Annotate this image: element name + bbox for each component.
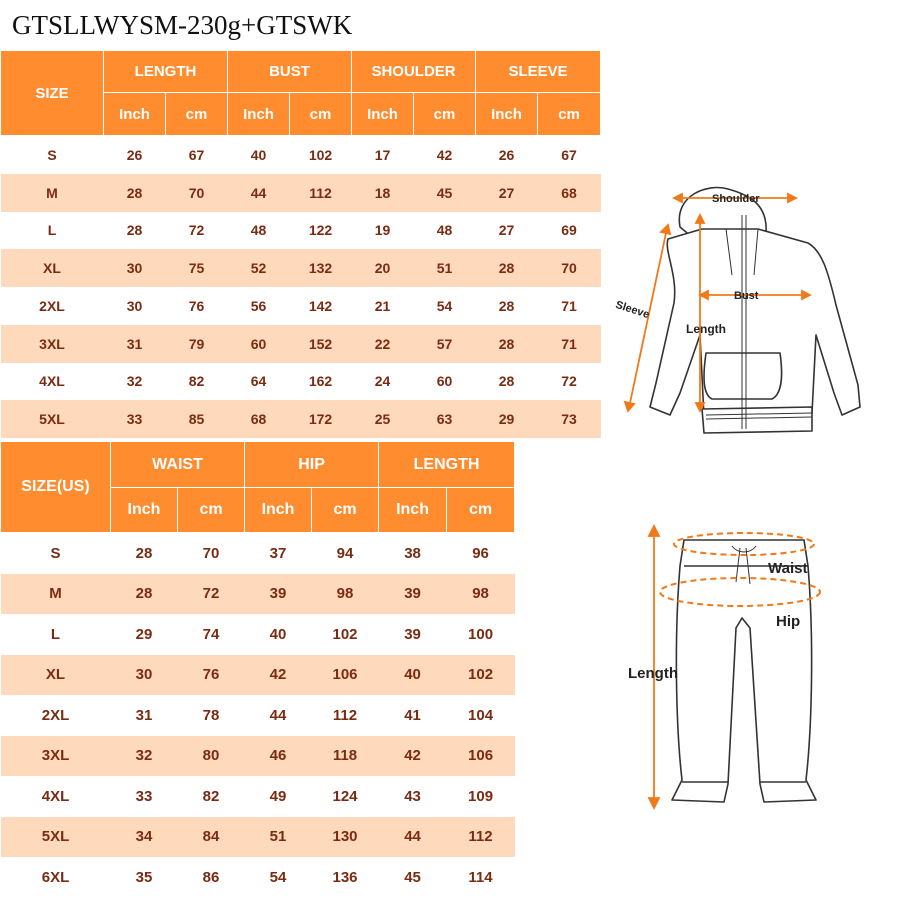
- value-cell: 84: [178, 817, 245, 858]
- value-cell: 70: [538, 249, 601, 287]
- value-cell: 30: [104, 287, 166, 325]
- value-cell: 124: [312, 776, 379, 817]
- value-cell: 51: [414, 249, 476, 287]
- value-cell: 28: [111, 533, 178, 574]
- value-cell: 28: [104, 174, 166, 212]
- value-cell: 29: [111, 614, 178, 655]
- size-cell: XL: [1, 249, 104, 287]
- value-cell: 114: [447, 857, 515, 898]
- value-cell: 142: [290, 287, 352, 325]
- sleeve-label: Sleeve: [613, 298, 651, 322]
- size-header: SIZE: [1, 51, 104, 136]
- table-row: [1, 400, 601, 438]
- value-cell: 71: [538, 287, 601, 325]
- unit-header: Inch: [352, 93, 414, 136]
- value-cell: 28: [476, 325, 538, 363]
- value-cell: 30: [104, 249, 166, 287]
- size-cell: 5XL: [1, 400, 104, 438]
- value-cell: 72: [166, 212, 228, 250]
- unit-header: Inch: [245, 488, 312, 533]
- value-cell: 27: [476, 174, 538, 212]
- table-row: [1, 363, 601, 401]
- table-row: [1, 695, 515, 736]
- shoulder-label: Shoulder: [712, 193, 760, 205]
- size-cell: XL: [1, 655, 111, 696]
- value-cell: 75: [166, 249, 228, 287]
- value-cell: 106: [312, 655, 379, 696]
- table-row: [1, 533, 515, 574]
- group-header: BUST: [228, 51, 352, 93]
- value-cell: 109: [447, 776, 515, 817]
- table-row: [1, 249, 601, 287]
- value-cell: 106: [447, 736, 515, 777]
- value-cell: 40: [228, 136, 290, 174]
- value-cell: 49: [245, 776, 312, 817]
- value-cell: 132: [290, 249, 352, 287]
- size-cell: 4XL: [1, 363, 104, 401]
- unit-header: cm: [538, 93, 601, 136]
- bottom-size-table: [0, 441, 515, 898]
- value-cell: 21: [352, 287, 414, 325]
- value-cell: 130: [312, 817, 379, 858]
- value-cell: 37: [245, 533, 312, 574]
- value-cell: 68: [228, 400, 290, 438]
- value-cell: 28: [476, 287, 538, 325]
- value-cell: 35: [111, 857, 178, 898]
- unit-header: cm: [312, 488, 379, 533]
- value-cell: 31: [111, 695, 178, 736]
- value-cell: 42: [245, 655, 312, 696]
- size-cell: L: [1, 212, 104, 250]
- value-cell: 30: [111, 655, 178, 696]
- table-row: [1, 287, 601, 325]
- value-cell: 118: [312, 736, 379, 777]
- value-cell: 54: [414, 287, 476, 325]
- value-cell: 17: [352, 136, 414, 174]
- value-cell: 38: [379, 533, 447, 574]
- size-cell: 5XL: [1, 817, 111, 858]
- value-cell: 78: [178, 695, 245, 736]
- value-cell: 44: [228, 174, 290, 212]
- size-cell: 3XL: [1, 736, 111, 777]
- table-row: [1, 136, 601, 174]
- value-cell: 40: [379, 655, 447, 696]
- value-cell: 51: [245, 817, 312, 858]
- value-cell: 28: [476, 363, 538, 401]
- value-cell: 80: [178, 736, 245, 777]
- value-cell: 33: [111, 776, 178, 817]
- group-header: LENGTH: [104, 51, 228, 93]
- value-cell: 63: [414, 400, 476, 438]
- value-cell: 94: [312, 533, 379, 574]
- value-cell: 39: [245, 574, 312, 615]
- size-cell: S: [1, 533, 111, 574]
- value-cell: 46: [245, 736, 312, 777]
- table-row: [1, 736, 515, 777]
- unit-header: cm: [290, 93, 352, 136]
- value-cell: 172: [290, 400, 352, 438]
- value-cell: 122: [290, 212, 352, 250]
- value-cell: 76: [178, 655, 245, 696]
- table-row: [1, 857, 515, 898]
- pants-illustration: [628, 518, 850, 814]
- value-cell: 44: [379, 817, 447, 858]
- value-cell: 112: [290, 174, 352, 212]
- value-cell: 39: [379, 574, 447, 615]
- value-cell: 57: [414, 325, 476, 363]
- value-cell: 96: [447, 533, 515, 574]
- value-cell: 152: [290, 325, 352, 363]
- value-cell: 33: [104, 400, 166, 438]
- value-cell: 25: [352, 400, 414, 438]
- value-cell: 32: [111, 736, 178, 777]
- value-cell: 26: [476, 136, 538, 174]
- value-cell: 28: [104, 212, 166, 250]
- size-cell: 3XL: [1, 325, 104, 363]
- value-cell: 18: [352, 174, 414, 212]
- length-label: Length: [686, 322, 726, 336]
- value-cell: 104: [447, 695, 515, 736]
- unit-header: cm: [414, 93, 476, 136]
- page-title: GTSLLWYSM-230g+GTSWK: [12, 10, 353, 40]
- value-cell: 102: [312, 614, 379, 655]
- unit-header: Inch: [228, 93, 290, 136]
- value-cell: 41: [379, 695, 447, 736]
- group-header: SHOULDER: [352, 51, 476, 93]
- value-cell: 98: [447, 574, 515, 615]
- value-cell: 69: [538, 212, 601, 250]
- group-header: LENGTH: [379, 442, 515, 488]
- value-cell: 54: [245, 857, 312, 898]
- value-cell: 73: [538, 400, 601, 438]
- table-row: [1, 325, 601, 363]
- value-cell: 24: [352, 363, 414, 401]
- value-cell: 42: [379, 736, 447, 777]
- value-cell: 40: [245, 614, 312, 655]
- table-row: [1, 614, 515, 655]
- group-header: SLEEVE: [476, 51, 601, 93]
- unit-header: cm: [178, 488, 245, 533]
- value-cell: 76: [166, 287, 228, 325]
- value-cell: 22: [352, 325, 414, 363]
- value-cell: 70: [178, 533, 245, 574]
- unit-header: Inch: [379, 488, 447, 533]
- size-cell: L: [1, 614, 111, 655]
- unit-header: Inch: [111, 488, 178, 533]
- value-cell: 39: [379, 614, 447, 655]
- size-cell: M: [1, 174, 104, 212]
- value-cell: 112: [447, 817, 515, 858]
- value-cell: 45: [414, 174, 476, 212]
- unit-header: Inch: [476, 93, 538, 136]
- size-cell: M: [1, 574, 111, 615]
- value-cell: 19: [352, 212, 414, 250]
- value-cell: 32: [104, 363, 166, 401]
- table-row: [1, 574, 515, 615]
- value-cell: 85: [166, 400, 228, 438]
- value-cell: 28: [111, 574, 178, 615]
- top-size-table: [0, 50, 601, 438]
- value-cell: 70: [166, 174, 228, 212]
- value-cell: 67: [538, 136, 601, 174]
- value-cell: 86: [178, 857, 245, 898]
- size-cell: 6XL: [1, 857, 111, 898]
- hoodie-illustration: [608, 185, 880, 440]
- value-cell: 67: [166, 136, 228, 174]
- value-cell: 102: [290, 136, 352, 174]
- table-row: [1, 212, 601, 250]
- table-row: [1, 655, 515, 696]
- hip-label: Hip: [776, 613, 801, 630]
- value-cell: 60: [414, 363, 476, 401]
- waist-label: Waist: [768, 560, 808, 577]
- value-cell: 48: [414, 212, 476, 250]
- unit-header: Inch: [104, 93, 166, 136]
- value-cell: 48: [228, 212, 290, 250]
- value-cell: 82: [178, 776, 245, 817]
- value-cell: 79: [166, 325, 228, 363]
- value-cell: 45: [379, 857, 447, 898]
- pants-length-label: Length: [628, 665, 678, 682]
- value-cell: 28: [476, 249, 538, 287]
- value-cell: 74: [178, 614, 245, 655]
- value-cell: 26: [104, 136, 166, 174]
- table-row: [1, 174, 601, 212]
- value-cell: 68: [538, 174, 601, 212]
- value-cell: 31: [104, 325, 166, 363]
- value-cell: 29: [476, 400, 538, 438]
- value-cell: 82: [166, 363, 228, 401]
- value-cell: 44: [245, 695, 312, 736]
- value-cell: 34: [111, 817, 178, 858]
- value-cell: 60: [228, 325, 290, 363]
- value-cell: 72: [178, 574, 245, 615]
- value-cell: 64: [228, 363, 290, 401]
- value-cell: 162: [290, 363, 352, 401]
- size-cell: 4XL: [1, 776, 111, 817]
- size-cell: 2XL: [1, 287, 104, 325]
- value-cell: 72: [538, 363, 601, 401]
- bust-label: Bust: [734, 290, 759, 302]
- value-cell: 136: [312, 857, 379, 898]
- value-cell: 52: [228, 249, 290, 287]
- value-cell: 71: [538, 325, 601, 363]
- value-cell: 56: [228, 287, 290, 325]
- table-row: [1, 817, 515, 858]
- unit-header: cm: [166, 93, 228, 136]
- value-cell: 20: [352, 249, 414, 287]
- table-row: [1, 776, 515, 817]
- size-cell: 2XL: [1, 695, 111, 736]
- size-cell: S: [1, 136, 104, 174]
- group-header: WAIST: [111, 442, 245, 488]
- value-cell: 42: [414, 136, 476, 174]
- group-header: HIP: [245, 442, 379, 488]
- value-cell: 112: [312, 695, 379, 736]
- unit-header: cm: [447, 488, 515, 533]
- value-cell: 100: [447, 614, 515, 655]
- value-cell: 102: [447, 655, 515, 696]
- value-cell: 98: [312, 574, 379, 615]
- size-header: SIZE(US): [1, 442, 111, 533]
- value-cell: 27: [476, 212, 538, 250]
- value-cell: 43: [379, 776, 447, 817]
